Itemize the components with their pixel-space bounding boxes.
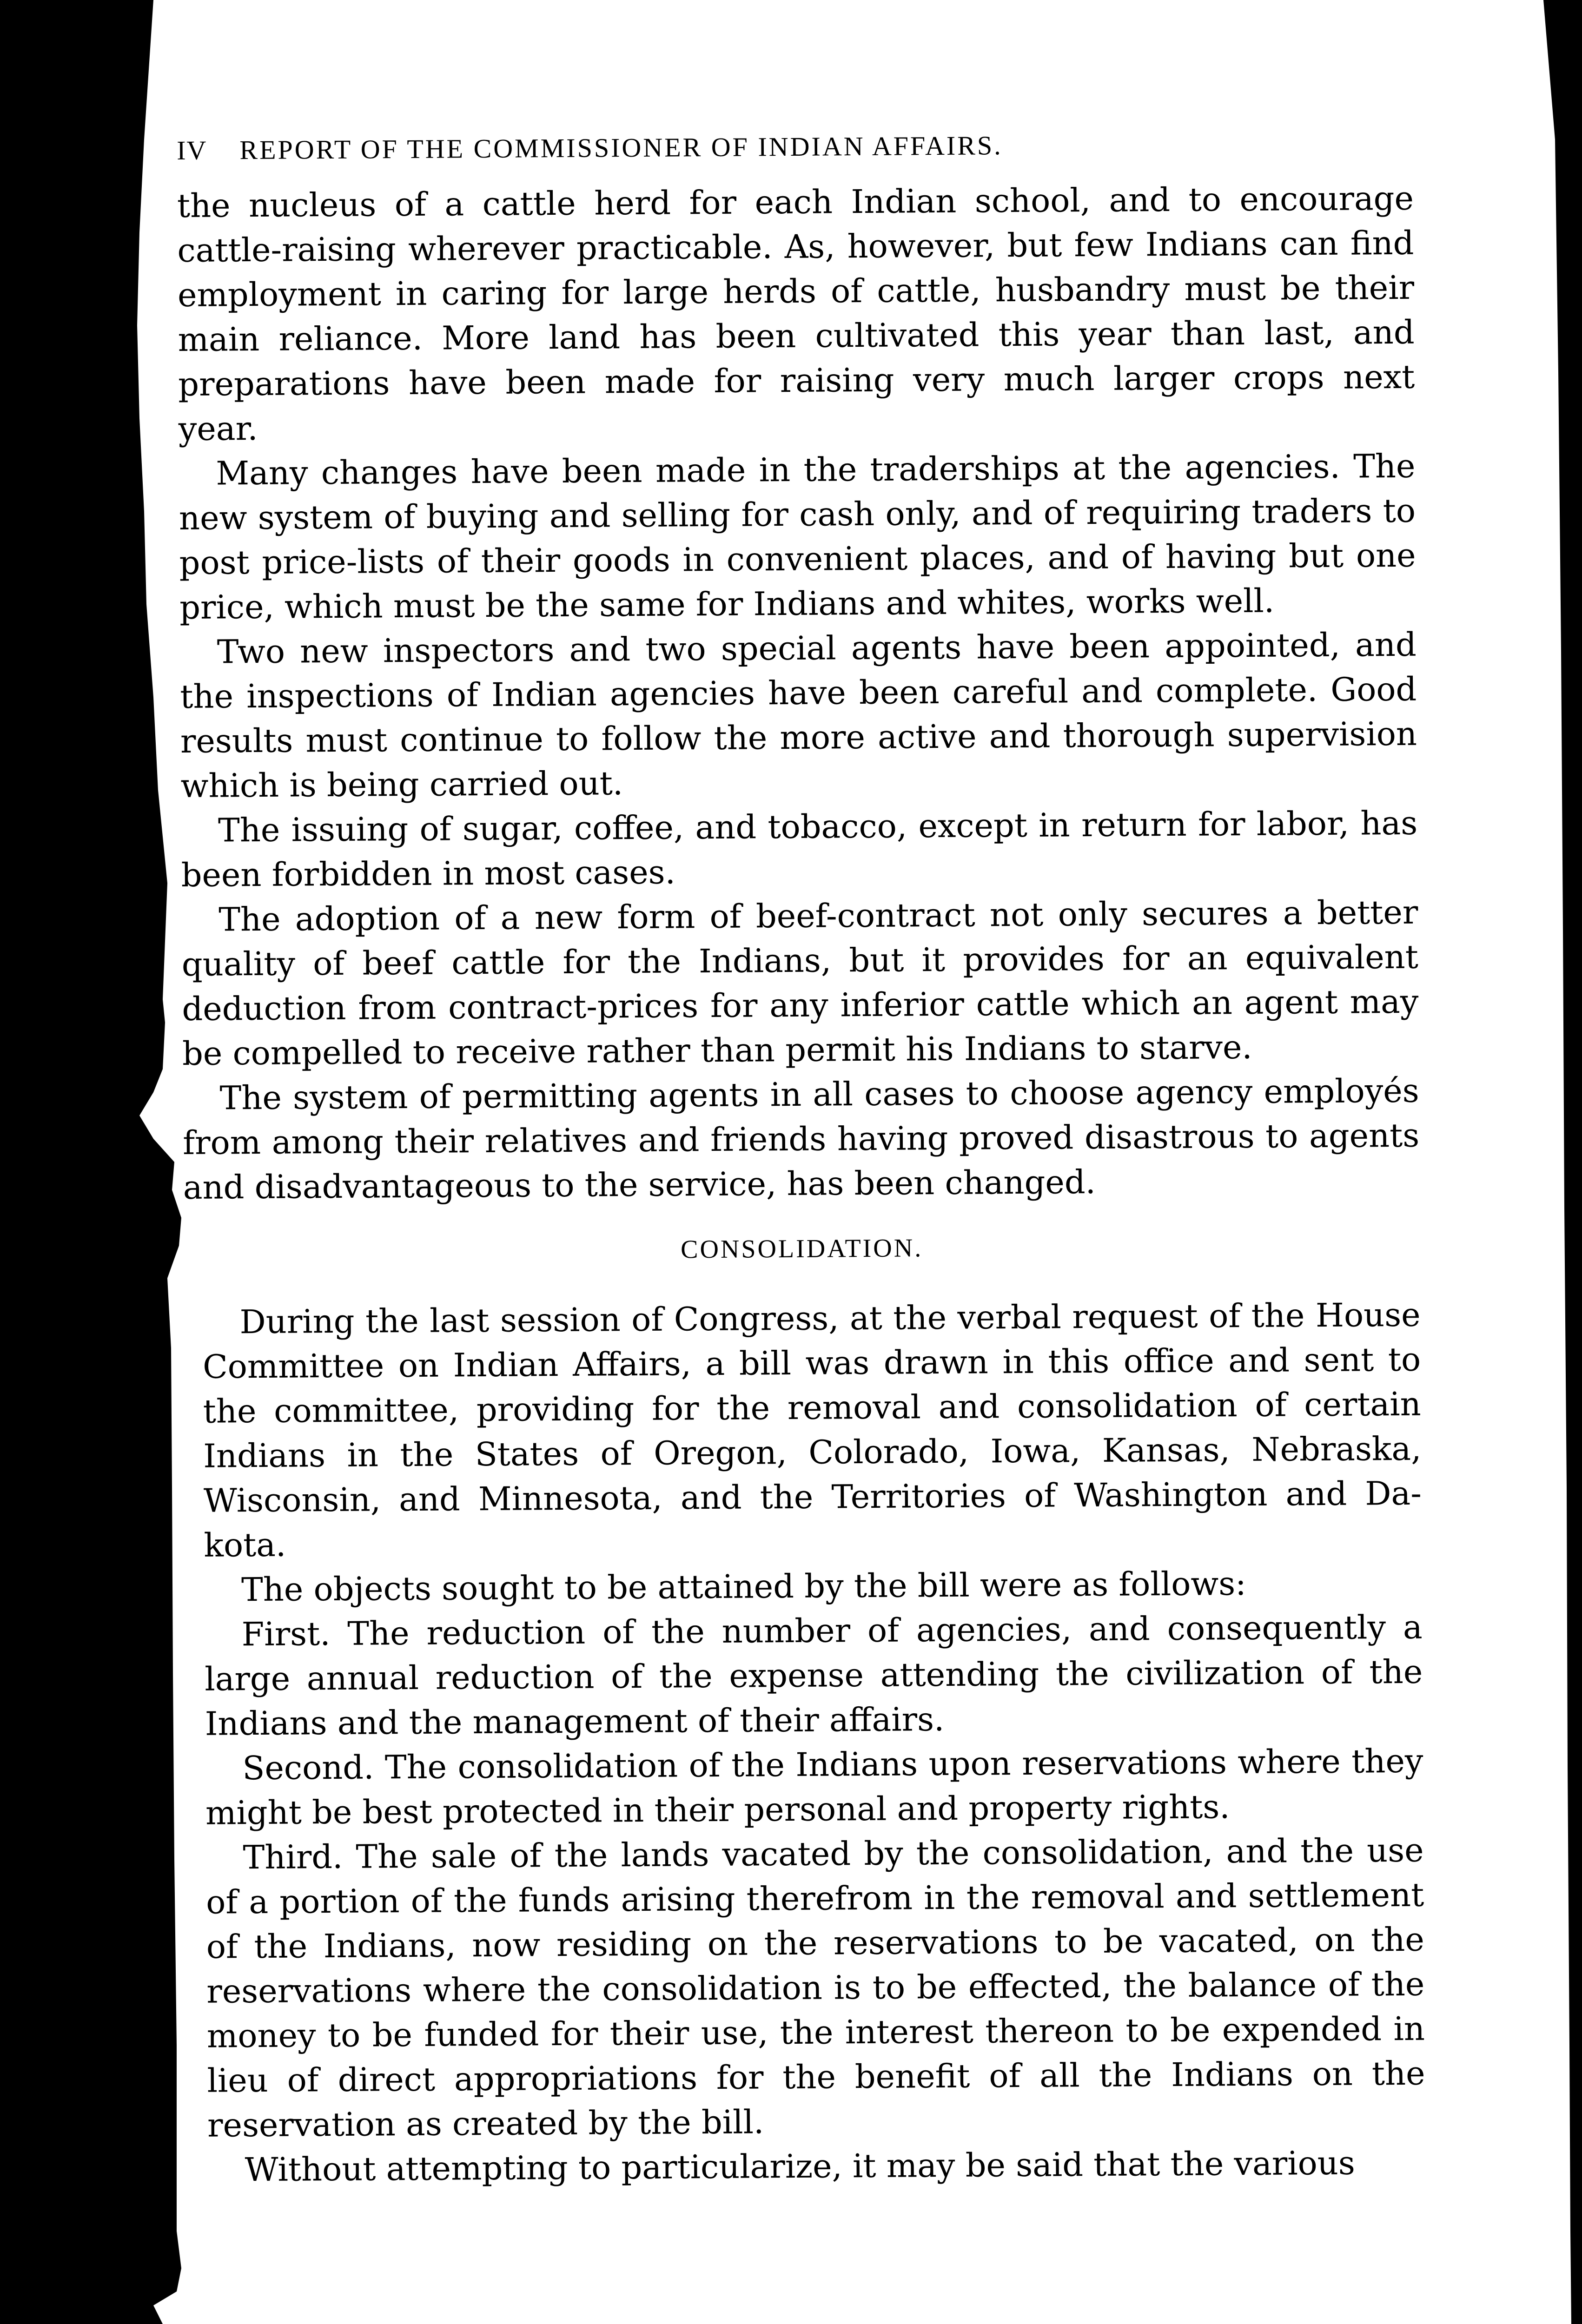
paragraph-continued: the nucleus of a cattle herd for each Indian school, and to encourage cattle-raising wherever practicable. As, however, but few Indians can find employment in caring for large herds of cattle, husbandry must be their main reliance. More land has been cultivated this year than last, and preparations have been made for raising very much larger crops next year. [177,179,1415,448]
body-text-top [177,176,1420,1210]
paragraph-inspectors: Two new inspectors and two special agents have been appointed, and the inspections of Indian agencies have been careful and complete. Good results must continue to follow the more active and thorough supervision which is being carried out. [180,625,1417,805]
paragraph-second: Second. The consolidation of the Indians upon reservations where they might be best protected in their personal and property rights. [205,1742,1423,1832]
paragraph-agency-employes: The system of permitting agents in all cases to choose agency employés from among their relatives and friends having proved disastrous to agents and disadvantageous to the service, has been changed. [182,1071,1420,1207]
paragraph-congress-bill: During the last session of Congress, at the verbal request of the House Committee on Indian Affairs, a bill was drawn in this office and sent to the committee, providing for the removal and consolidation of certain Indians in the States of Oregon, Colorado, Iowa, Kansas, Nebraska, Wisconsin, and Minnesota, and the Territories of Washington and Dakota. [202,1295,1422,1565]
paragraph-beef-contract: The adoption of a new form of beef-contract not only secures a better quality of beef cattle for the Indians, but it provides for an equivalent deduction from contract-prices for any inferior cattle which an agent may be compelled to receive rather than permit his Indians to starve. [181,893,1419,1073]
paragraph-first: First. The reduction of the number of agencies, and consequently a large annual reduction of the expense attending the civilization of the Indians and the management of their affairs. [205,1608,1423,1743]
body-text-bottom [202,1293,1426,2192]
section-heading: CONSOLIDATION. [680,1234,923,1264]
text-column [177,127,1426,2192]
paragraph-objects: The objects sought to be attained by the bill were as follows: [241,1565,1247,1609]
paragraph-traderships: Many changes have been made in the traderships at the agencies. The new system of buying and selling for cash only, and of requiring traders to post price-lists of their goods in convenient places, and of having but one price, which must be the same for Indians and whites, works well. [179,447,1416,627]
paragraph-without-attempting: Without attempting to particularize, it may be said that the various [245,2144,1356,2189]
paragraph-sugar-coffee: The issuing of sugar, coffee, and tobacco, except in return for labor, has been forbidden in most cases. [181,804,1418,894]
running-title: REPORT OF THE COMMISSIONER OF INDIAN AFFAIRS. [239,130,1003,165]
paragraph-third: Third. The sale of the lands vacated by the consolidation, and the use of a portion of the funds arising therefrom in the removal and settlement of the Indians, now residing on the reservations to be vacated, on the reservations where the consolidation is to be effected, the balance of the money to be funded for their use, the interest thereon to be expended in lieu of direct appropriations for the benefit of all the Indians on the reservation as created by the bill. [205,1831,1425,2145]
page-number: IV [177,135,207,165]
